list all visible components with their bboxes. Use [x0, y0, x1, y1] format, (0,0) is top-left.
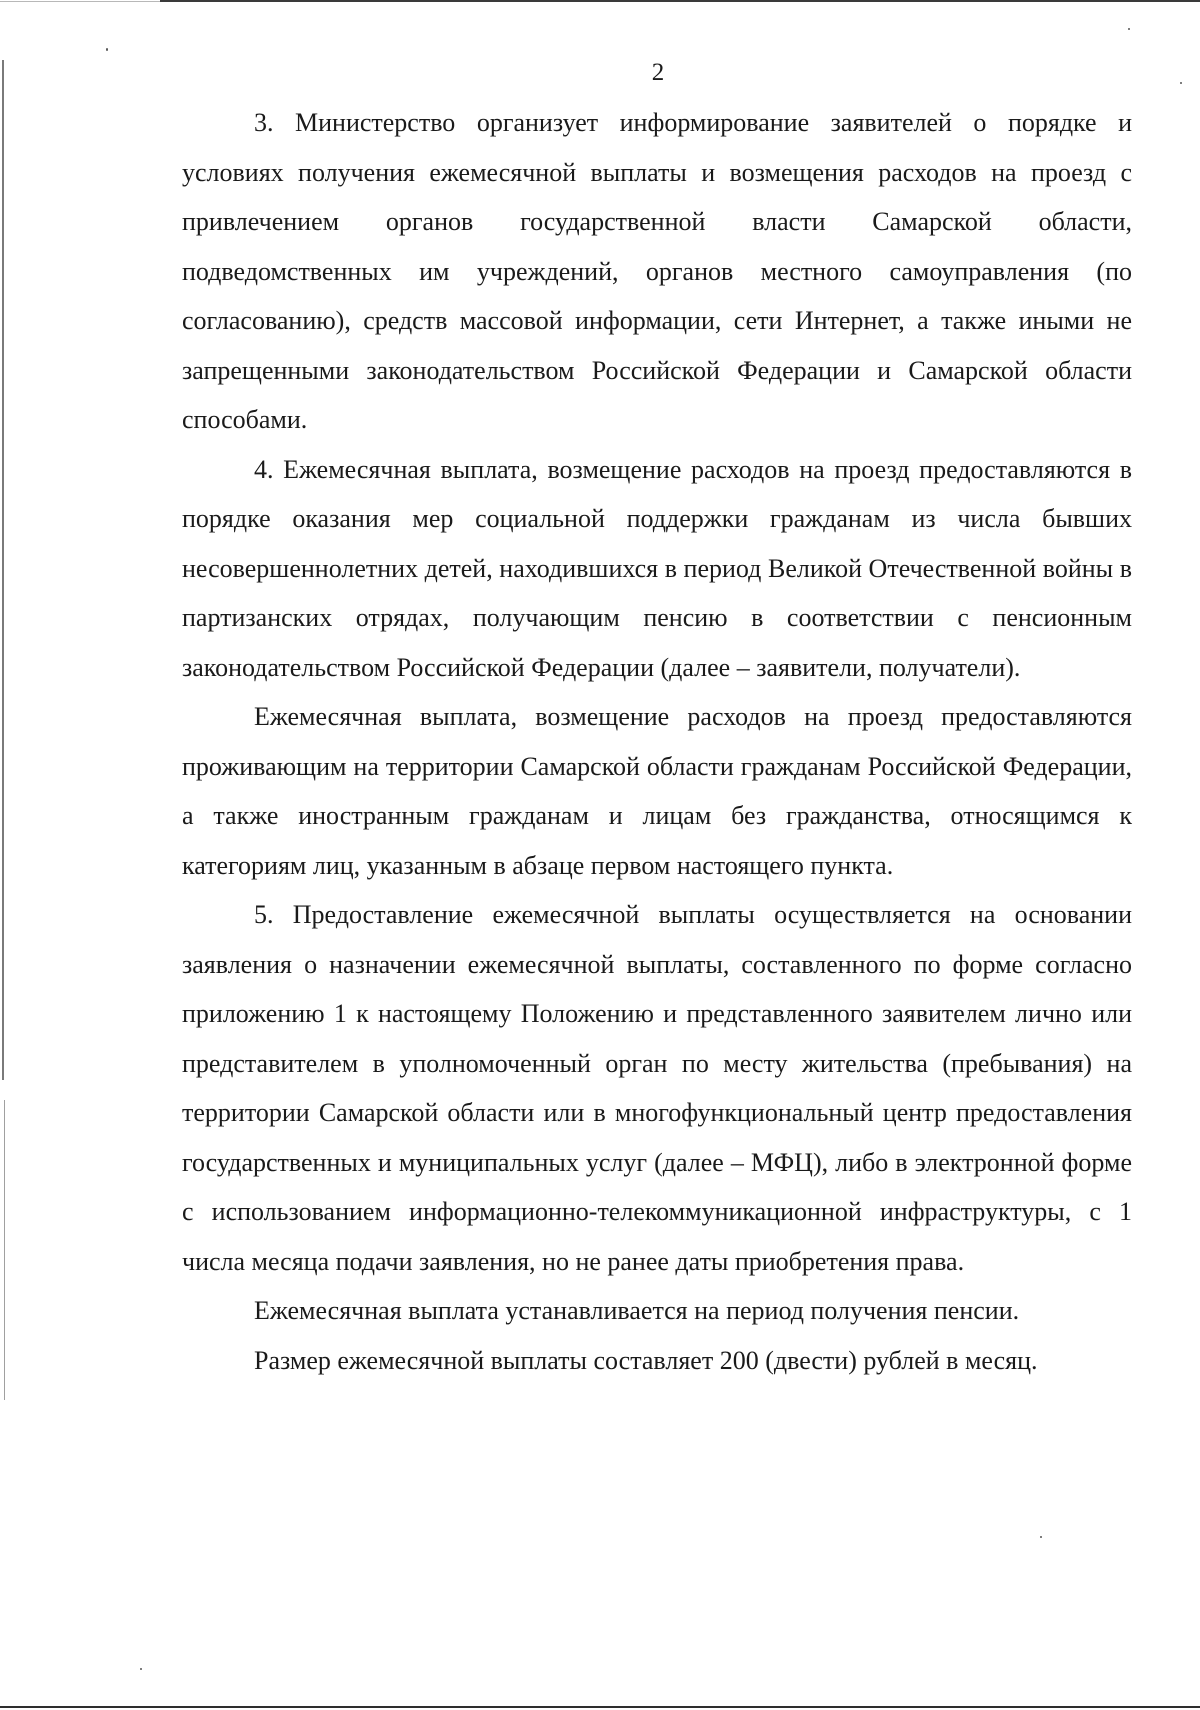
- paragraph-4-residents: Ежемесячная выплата, возмещение расходов на проезд предоставляются проживающим на территории Самарской области гражданам Российской Федерации, а также иностранным гражданам и лицам без гражданства, относящимся к категориям лиц, указанным в абзаце первом настоящего пункта.: [182, 702, 1132, 880]
- scan-speck: [140, 1668, 142, 1670]
- scan-border-top-faint: [0, 1, 160, 2]
- document-body: [182, 98, 1132, 1385]
- scan-border-bottom: [0, 1706, 1200, 1708]
- page-number: 2: [651, 59, 665, 86]
- paragraph-5-period: Ежемесячная выплата устанавливается на период получения пенсии.: [254, 1296, 1020, 1325]
- paragraph-3-informing: 3. Министерство организует информирование заявителей о порядке и условиях получения ежемесячной выплаты и возмещения расходов на проезд с привлечением органов государственной власти Самарской области, подведомственных им учреждений, органов местного самоуправления (по согласованию), средств массовой информации, сети Интернет, а также иными не запрещенными законодательством Российской Федерации и Самарской области способами.: [182, 108, 1132, 434]
- paragraph-5-application: 5. Предоставление ежемесячной выплаты осуществляется на основании заявления о назначении ежемесячной выплаты, составленного по форме согласно приложению 1 к настоящему Положению и представленного заявителем лично или представителем в уполномоченный орган по месту жительства (пребывания) на территории Самарской области или в многофункциональный центр предоставления государственных и муниципальных услуг (далее – МФЦ), либо в электронной форме с использованием информационно-телекоммуникационной инфраструктуры, с 1 числа месяца подачи заявления, но не ранее даты приобретения права.: [182, 900, 1132, 1276]
- scan-border-left-lower: [4, 1100, 5, 1400]
- paragraph-5-amount: Размер ежемесячной выплаты составляет 200 (двести) рублей в месяц.: [254, 1345, 1038, 1375]
- scan-border-left: [2, 60, 4, 1080]
- paragraph-4-eligibility: 4. Ежемесячная выплата, возмещение расходов на проезд предоставляются в порядке оказания мер социальной поддержки гражданам из числа бывших несовершеннолетних детей, находившихся в период Великой Отечественной войны в партизанских отрядах, получающим пенсию в соответствии с пенсионным законодательством Российской Федерации (далее – заявители, получатели).: [182, 454, 1132, 682]
- scan-speck: [1128, 28, 1130, 30]
- scan-border-top: [160, 0, 1200, 2]
- scan-speck: [1040, 1536, 1042, 1538]
- scan-speck: [106, 48, 108, 51]
